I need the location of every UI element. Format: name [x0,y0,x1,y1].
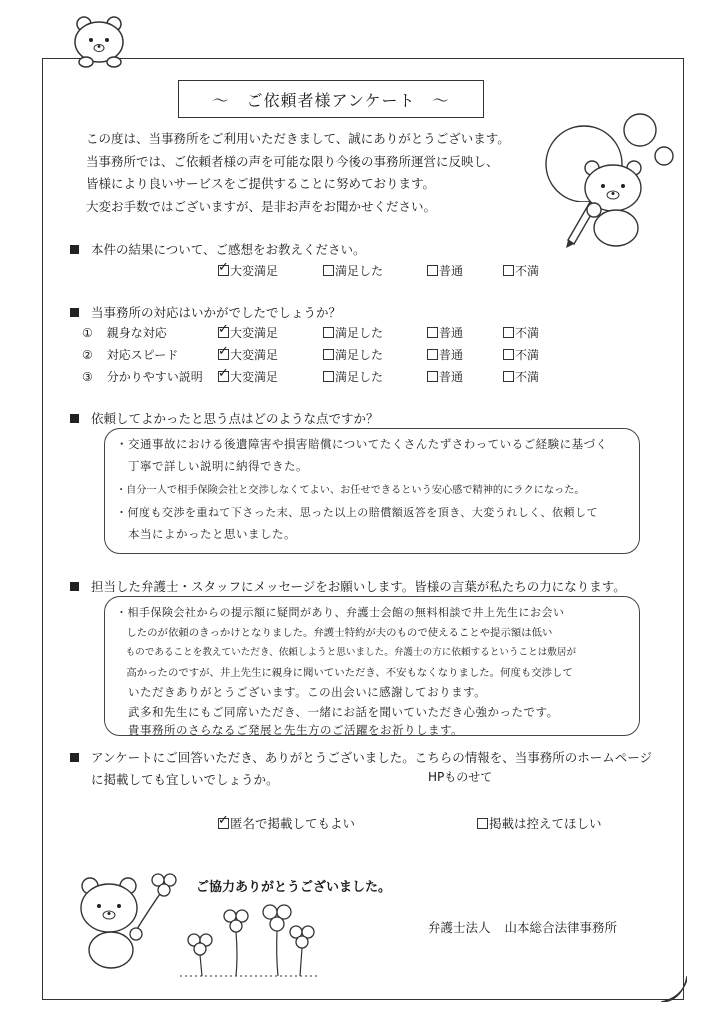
firm-type: 弁護士法人 [428,920,491,935]
question-1 [70,240,366,258]
checkbox-icon[interactable] [427,327,438,338]
q2-row3-very-satisfied[interactable]: ✓ 大変満足 [218,366,279,384]
publish-decline-option[interactable]: 掲載は控えてほしい [477,814,602,832]
checkbox-icon[interactable] [218,813,229,829]
q2-row-label: ② 対応スピード [82,348,179,362]
bear-with-pencil-icon [560,150,660,250]
q3-answer-line: ・自分一人で相手保険会社と交渉しなくてよい、お任せできるという安心感で精神的にラクになった。 [116,485,585,496]
checkmark-icon: ✓ [218,260,229,275]
q2-row3-dissatisfied[interactable]: 不満 [503,368,539,385]
question-4-text: 担当した弁護士・スタッフにメッセージをお願いします。皆様の言葉が私たちの力になります。 [91,579,626,594]
question-1-text: 本件の結果について、ご感想をお教えください。 [91,242,366,257]
intro-line: この度は、当事務所をご利用いただきまして、誠にありがとうございます。 [86,131,510,146]
black-square-icon [70,414,79,423]
q2-row2-satisfied[interactable]: 満足した [323,346,383,363]
checkbox-icon[interactable] [503,327,514,338]
q1-option-normal[interactable]: 普通 [427,262,463,279]
question-2-text: 当事務所の対応はいかがでしたでしょうか？ [91,305,342,320]
checkbox-icon[interactable] [477,818,488,829]
checkmark-icon: ✓ [218,366,229,381]
q4-answer-line: 武多和先生にもご同席いただき、一緒にお話を聞いていただき心強かったです。 [116,705,559,719]
q2-row1-very-satisfied[interactable]: ✓ 大変満足 [218,322,279,340]
checkbox-icon[interactable] [427,371,438,382]
checkbox-icon[interactable] [323,265,334,276]
intro-line: 皆様により良いサービスをご提供することに努めております。 [86,176,436,191]
checkbox-icon[interactable] [323,371,334,382]
checkmark-icon: ✓ [218,813,229,828]
q2-row1-normal[interactable]: 普通 [427,324,463,341]
q2-row2-dissatisfied[interactable]: 不満 [503,346,539,363]
q3-answer-line: 丁寧で詳しい説明に納得できた。 [116,459,308,473]
intro-text [86,128,510,218]
intro-line: 当事務所では、ご依頼者様の声を可能な限り今後の事務所運営に反映し、 [86,153,499,169]
q2-row1-satisfied[interactable]: 満足した [323,324,383,341]
q2-row-label: ① 親身な対応 [82,326,167,340]
q3-answer-line: ・何度も交渉を重ねて下さった末、思った以上の賠償額返答を頂き、大変うれしく、依頼して [116,506,599,519]
law-firm-name [428,918,617,936]
q2-row1-dissatisfied[interactable]: 不満 [503,324,539,341]
q1-option-very-satisfied[interactable]: ✓ 大変満足 [218,260,279,278]
checkbox-icon[interactable] [503,371,514,382]
checkbox-icon[interactable] [503,265,514,276]
q3-answer-line: ・交通事故における後遺障害や損害賠償についてたくさんたずさわっているご経験に基づく [116,437,608,451]
q4-answer-line: いただきありがとうございます。この出会いに感謝しております。 [116,685,487,699]
q3-answer-line: 本当によかったと思いました。 [116,527,296,541]
checkbox-icon[interactable] [218,344,229,360]
question-5 [70,748,652,766]
q2-row3-satisfied[interactable]: 満足した [323,368,383,385]
q4-answer-line: ・相手保険会社からの提示額に疑問があり、弁護士会館の無料相談で井上先生にお会い [116,606,565,619]
bear-with-clover-icon [66,864,186,974]
q4-answer-line: したのが依頼のきっかけとなりました。弁護士特約が夫のもので使えることや提示額は低い [116,627,553,639]
checkbox-icon[interactable] [503,349,514,360]
checkmark-icon: ✓ [218,344,229,359]
q2-row-label: ③ 分かりやすい説明 [82,370,203,384]
question-3-text: 依頼してよかったと思う点はどのような点ですか？ [91,411,379,426]
checkbox-icon[interactable] [218,366,229,382]
checkbox-icon[interactable] [323,349,334,360]
thanks-message: ご協力ありがとうございました。 [196,880,392,895]
q5-handwritten-note: HPものせて [428,770,493,784]
page-curl-icon [661,976,687,1002]
firm-name: 山本総合法律事務所 [504,920,618,935]
q4-answer-line: 貴事務所のさらなるご発展と先生方のご活躍をお祈りします。 [116,723,464,737]
black-square-icon [70,753,79,762]
checkbox-icon[interactable] [427,265,438,276]
checkbox-icon[interactable] [218,322,229,338]
black-square-icon [70,245,79,254]
q4-answer-line: 高かったのですが、井上先生に親身に聞いていただき、不安もなくなりました。何度も交渉して [116,667,573,679]
q4-answer-line: ものであることを教えていただき、依頼しようと思いました。弁護士の方に依頼するということは敷居が [116,647,577,658]
question-5-line2: に掲載しても宜しいでしょうか。 [91,772,279,787]
question-2 [70,303,341,321]
q2-row2-very-satisfied[interactable]: ✓ 大変満足 [218,344,279,362]
question-3 [70,409,379,427]
checkbox-icon[interactable] [427,349,438,360]
q1-option-satisfied[interactable]: 満足した [323,262,383,279]
black-square-icon [70,308,79,317]
q1-option-dissatisfied[interactable]: 不満 [503,262,539,279]
clover-flowers-icon [180,896,320,980]
intro-line: 大変お手数ではございますが、是非お声をお聞かせください。 [86,198,437,214]
checkmark-icon: ✓ [218,322,229,337]
question-4 [70,577,626,595]
black-square-icon [70,582,79,591]
survey-title: 〜 ご依頼者様アンケート 〜 [178,80,484,118]
q2-row3-normal[interactable]: 普通 [427,368,463,385]
publish-anonymous-option[interactable]: ✓ 匿名で掲載してもよい [218,813,356,831]
checkbox-icon[interactable] [218,260,229,276]
q2-row2-normal[interactable]: 普通 [427,346,463,363]
checkbox-icon[interactable] [323,327,334,338]
bear-mascot-icon [66,14,136,74]
question-5-line1: アンケートにご回答いただき、ありがとうございました。こちらの情報を、当事務所のホームページ [91,750,653,765]
